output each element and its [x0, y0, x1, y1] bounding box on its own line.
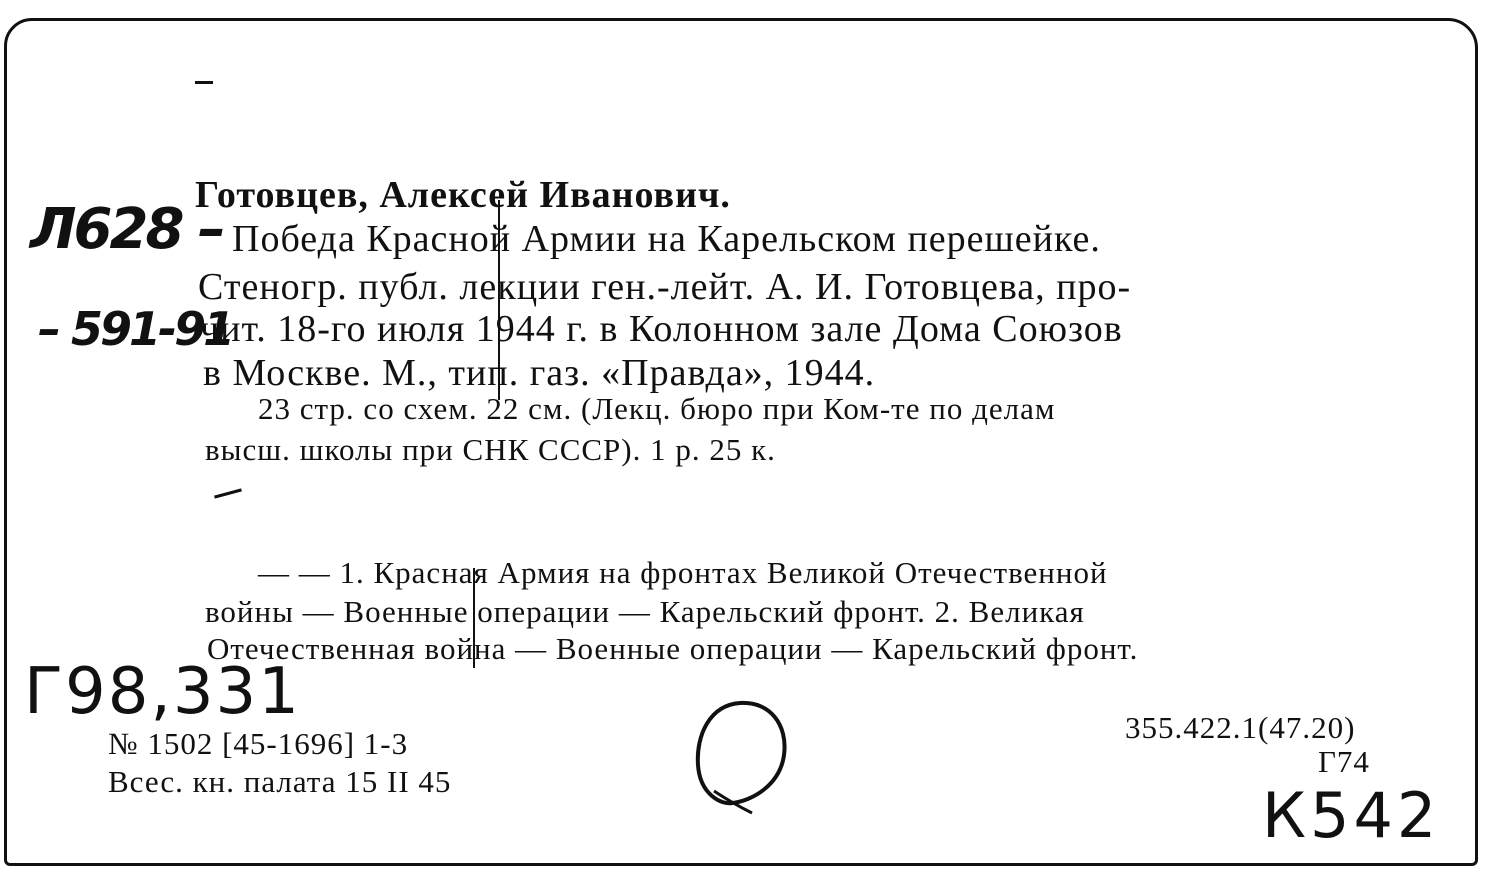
author-heading: Готовцев, Алексей Иванович. [195, 174, 731, 216]
title-line: Стеногр. публ. лекции ген.-лейт. А. И. Готовцева, про- [198, 266, 1132, 308]
subject-line: — — 1. Красная Армия на фронтах Великой Отечественной [258, 555, 1108, 590]
title-line: Победа Красной Армии на Карельском перешейке. [232, 218, 1101, 260]
book-chamber-stamp: Всес. кн. палата 15 II 45 [108, 764, 452, 799]
collation-line: 23 стр. со схем. 22 см. (Лекц. бюро при Ком-те по делам [258, 391, 1056, 426]
collation-line: высш. школы при СНК СССР). 1 р. 25 к. [205, 432, 776, 467]
ink-mark [195, 81, 213, 84]
title-line: чит. 18-го июля 1944 г. в Колонном зале Дома Союзов [200, 308, 1123, 350]
subject-line: Отечественная война — Военные операции — Карельский фронт. [207, 631, 1139, 666]
handwritten-shelf-mark: – 591-91 [38, 302, 233, 356]
subject-line: войны — Военные операции — Карельский фронт. 2. Великая [205, 594, 1085, 629]
stamp-loop-icon [692, 695, 792, 835]
handwritten-inventory-number: К542 [1262, 779, 1441, 852]
classification-index: 355.422.1(47.20) [1125, 710, 1356, 745]
title-line: в Москве. М., тип. газ. «Правда», 1944. [203, 352, 876, 394]
record-number: № 1502 [45-1696] 1-3 [108, 726, 409, 761]
handwritten-classification: Г98,331 [24, 655, 301, 729]
author-sign: Г74 [1318, 744, 1370, 779]
handwritten-shelf-mark: Л628 – [30, 197, 223, 262]
